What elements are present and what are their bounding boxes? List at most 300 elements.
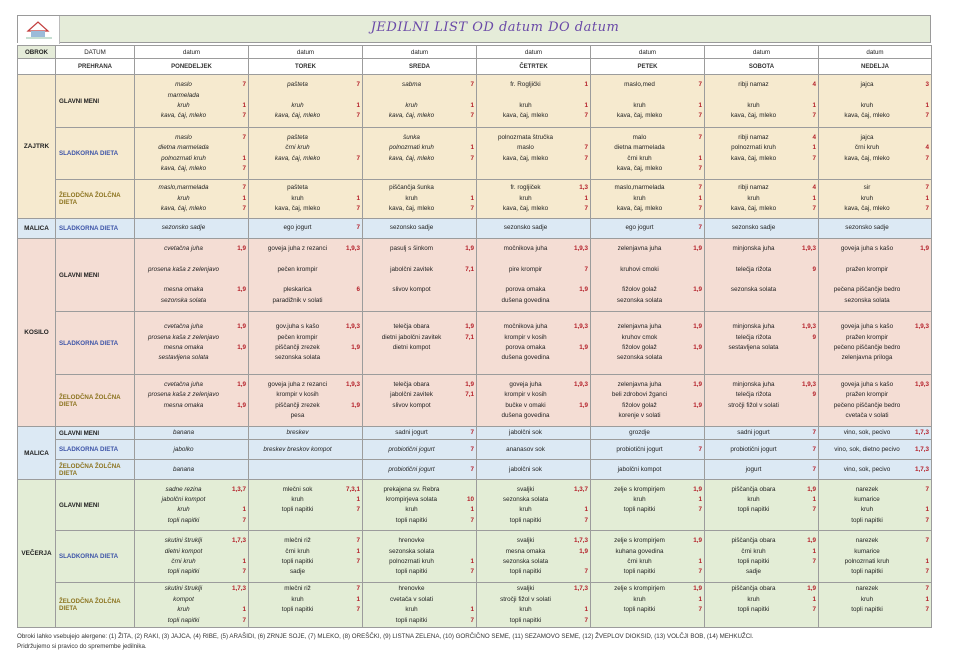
dish-line [821, 275, 929, 285]
dish-name: kava, čaj, mleko [616, 112, 663, 120]
dish-name: kava, čaj, mleko [274, 205, 321, 213]
dish-line [479, 557, 588, 567]
dish-cell [591, 375, 705, 427]
dish-line [593, 505, 702, 515]
diet-label: ŽELODČNA ŽOLČNA DIETA [56, 375, 135, 427]
dish-name: fr. rogljiček [510, 184, 541, 192]
dish-line [365, 296, 474, 306]
dish-line [137, 101, 246, 111]
dish-name: jajca [860, 133, 874, 141]
dish-name: pasulj s šinkom [389, 244, 434, 252]
dish-line [593, 254, 702, 264]
allergen-code: 1,9 [579, 401, 588, 409]
allergen-code: 7,1 [465, 391, 474, 399]
dish-cell [363, 480, 477, 531]
dish-cell [249, 375, 363, 427]
prehrana-header: PREHRANA [56, 59, 135, 75]
dish-line [365, 223, 474, 233]
allergen-code: 7,1 [465, 333, 474, 341]
dish-line [251, 411, 360, 421]
dish-cell [591, 219, 705, 239]
menu-row-vecerja-sd [18, 531, 932, 583]
dish-cell [135, 239, 249, 312]
allergen-code: 7 [698, 568, 702, 576]
dish-line [707, 111, 816, 121]
dish-name: dietni kompot [164, 547, 203, 555]
dish-line [365, 143, 474, 153]
dish-line [707, 333, 816, 343]
date-row [18, 46, 932, 59]
dish-name: probiotični jogurt [616, 445, 663, 453]
dish-line [251, 495, 360, 505]
allergen-code: 7 [925, 606, 929, 614]
dish-name: kava, čaj, mleko [502, 205, 549, 213]
dish-name: pražen krompir [846, 333, 888, 341]
dish-name: sezonska solata [502, 557, 549, 565]
dish-name: sezonsko sadje [161, 224, 206, 232]
diet-label: SLADKORNA DIETA [56, 128, 135, 180]
dish-name: sabma [402, 81, 421, 89]
allergen-code: 4 [925, 144, 929, 152]
dish-name: kava, čaj, mleko [388, 154, 435, 162]
allergen-code: 1,7,3 [573, 585, 588, 593]
dish-cell [135, 583, 249, 628]
dish-line [707, 505, 816, 515]
dish-name: topli napitki [851, 568, 883, 576]
menu-row-kosilo-sd [18, 312, 932, 375]
dish-cell [477, 180, 591, 219]
dish-name: polnozrnati kruh [161, 154, 206, 162]
dish-cell [819, 180, 932, 219]
allergen-code: 7 [470, 445, 474, 453]
dish-line [479, 80, 588, 90]
allergen-code: 1,9 [807, 585, 816, 593]
dish-name: grozdje [629, 429, 650, 436]
allergen-code: 7 [242, 616, 246, 624]
dish-cell [135, 128, 249, 180]
dish-name: pleskarica [283, 286, 312, 294]
dish-name: kruh [291, 496, 304, 503]
diet-label: SLADKORNA DIETA [56, 219, 135, 239]
dish-line [479, 194, 588, 204]
dish-name: jabolčni sok [509, 465, 542, 473]
dish-name: mlečni riž [284, 537, 311, 545]
allergen-code: 7 [698, 133, 702, 141]
dish-line [365, 547, 474, 557]
dish-name: kruh [519, 606, 532, 614]
dish-line [479, 516, 588, 526]
dish-cell [477, 312, 591, 375]
allergen-code: 1 [356, 102, 360, 109]
dish-cell [819, 219, 932, 239]
dish-line [821, 401, 929, 411]
allergen-code: 7 [925, 154, 929, 162]
dish-name: sezonska solata [502, 496, 549, 503]
dish-line [365, 584, 474, 594]
dish-name: hrenovke [398, 537, 425, 545]
dish-line [251, 333, 360, 343]
dish-line [479, 343, 588, 353]
dish-cell [705, 583, 819, 628]
date-cell: datum [705, 46, 819, 59]
dish-name: svaljki [516, 485, 535, 493]
dish-line [707, 390, 816, 400]
allergen-code: 1,9 [693, 485, 702, 493]
dish-name: črni kruh [854, 144, 880, 152]
dish-name: piščančja obara [731, 585, 776, 593]
dish-name: hrenovke [398, 585, 425, 593]
dish-line [365, 353, 474, 363]
allergen-code: 7 [470, 112, 474, 120]
dish-cell [363, 375, 477, 427]
menu-row-malica2-sd [18, 440, 932, 460]
dish-name: kruh [519, 102, 532, 109]
dish-name: krompirjeva solata [385, 496, 438, 503]
date-cell: datum [819, 46, 932, 59]
dish-name: stročji fižol v solati [728, 401, 779, 409]
dish-line [821, 353, 929, 363]
allergen-code: 7 [925, 537, 929, 545]
dish-name: svaljki [516, 585, 535, 593]
dish-name: goveja juha s kašo [840, 244, 894, 252]
dish-cell [363, 312, 477, 375]
dish-name: pražen krompir [846, 391, 888, 399]
dish-name: pašteta [287, 81, 308, 89]
dish-line [707, 164, 816, 174]
allergen-code: 1 [356, 194, 360, 202]
menu-table [17, 45, 932, 628]
allergen-code: 1,9 [693, 585, 702, 593]
dish-cell [705, 312, 819, 375]
dish-name: dietni kompot [392, 344, 431, 351]
dish-line [821, 244, 929, 254]
allergen-code: 7 [812, 506, 816, 514]
dish-cell [477, 531, 591, 583]
dish-line [821, 343, 929, 353]
dish-line [251, 80, 360, 90]
dish-line [707, 194, 816, 204]
dish-line [365, 91, 474, 101]
dish-line [479, 505, 588, 515]
dish-line [593, 101, 702, 111]
dish-line [479, 296, 588, 306]
dish-name: topli napitki [281, 506, 314, 514]
allergen-code: 1 [925, 506, 929, 514]
dish-name: kruh [405, 102, 418, 109]
allergen-code: 1,7,3 [914, 465, 929, 473]
dish-name: kava, čaj, mleko [274, 112, 321, 120]
dish-name: porova omaka [505, 344, 546, 351]
allergen-code: 1 [242, 194, 246, 202]
dish-name: telečja rižota [735, 333, 772, 341]
day-cell: PETEK [591, 59, 705, 75]
dish-line [137, 285, 246, 295]
menu-row-malica2-zd [18, 460, 932, 480]
dish-name: telečja rižota [735, 391, 772, 399]
allergen-code: 1 [242, 606, 246, 614]
dish-name: topli napitki [509, 568, 542, 576]
dish-name: topli napitki [509, 516, 542, 524]
dish-line [479, 183, 588, 193]
dish-line [137, 605, 246, 615]
dish-line [707, 465, 816, 475]
dish-line [707, 343, 816, 353]
dish-name: kruh [633, 194, 646, 202]
dish-cell [705, 239, 819, 312]
dish-cell [363, 239, 477, 312]
dish-name: topli napitki [851, 516, 883, 524]
dish-line [593, 428, 702, 438]
dish-name: goveja juha s kašo [840, 380, 894, 388]
dish-line [707, 485, 816, 495]
dish-line [821, 595, 929, 605]
dish-line [821, 428, 929, 438]
dish-line [479, 204, 588, 214]
dish-line [593, 516, 702, 526]
dish-line [251, 557, 360, 567]
dish-name: breskev breskov kompot [263, 445, 332, 453]
dish-line [365, 557, 474, 567]
dish-name: cvetačna juha [164, 323, 203, 331]
dish-cell [135, 427, 249, 440]
allergen-code: 7 [470, 568, 474, 576]
dish-name: sadne rezina [165, 485, 202, 493]
allergen-code: 7 [356, 606, 360, 614]
dish-cell [249, 531, 363, 583]
allergen-code: 7 [925, 585, 929, 593]
dish-line [251, 595, 360, 605]
dish-name: kava, čaj, mleko [160, 112, 207, 120]
dish-name: dušena govedina [501, 296, 550, 304]
allergen-code: 7 [698, 184, 702, 192]
dish-line [137, 428, 246, 438]
dish-name: kruh [177, 102, 190, 109]
allergen-code: 7 [242, 184, 246, 192]
day-cell: SREDA [363, 59, 477, 75]
dish-line [821, 616, 929, 626]
dish-line [593, 380, 702, 390]
dish-name: kuhana govedina [615, 547, 664, 555]
dish-cell [477, 128, 591, 180]
dish-line [707, 616, 816, 626]
dish-cell [249, 427, 363, 440]
dish-line [365, 333, 474, 343]
dish-name: jabolčni zavitek [390, 391, 433, 399]
dish-line [251, 428, 360, 438]
allergen-code: 7 [356, 585, 360, 593]
dish-line [365, 265, 474, 275]
dish-line [821, 265, 929, 275]
dish-name: kruh [860, 506, 874, 514]
allergen-code: 7 [698, 224, 702, 232]
dish-cell [591, 460, 705, 480]
dish-line [251, 111, 360, 121]
dish-cell [819, 75, 932, 128]
dish-line [365, 133, 474, 143]
dish-line [137, 254, 246, 264]
allergen-code: 1,9 [693, 244, 702, 252]
dish-line [251, 143, 360, 153]
dish-name: gov.juha s kašo [275, 323, 320, 331]
allergen-code: 1 [698, 496, 702, 503]
dish-name: kruh [633, 496, 646, 503]
dish-name: pražen krompir [846, 265, 888, 273]
dish-name: jabolčni sok [509, 429, 542, 436]
dish-cell [819, 460, 932, 480]
dish-name: pečen krompir [277, 265, 318, 273]
dish-name: sestavljena solata [728, 344, 779, 351]
dish-line [821, 154, 929, 164]
dish-line [593, 80, 702, 90]
dish-cell [819, 531, 932, 583]
dish-name: cvetača v solati [845, 411, 889, 419]
allergen-code: 1,9 [693, 537, 702, 545]
dish-line [137, 80, 246, 90]
dish-line [707, 411, 816, 421]
dish-line [821, 485, 929, 495]
dish-line [365, 536, 474, 546]
dish-line [821, 254, 929, 264]
dish-name: kava, čaj, mleko [160, 205, 207, 213]
allergen-code: 7 [584, 144, 588, 152]
allergen-code: 4 [812, 184, 816, 192]
allergen-code: 1,9 [693, 286, 702, 294]
dish-line [251, 194, 360, 204]
allergen-code: 1,9 [237, 244, 246, 252]
dish-line [137, 194, 246, 204]
allergen-code: 7 [356, 506, 360, 514]
dish-name: sadje [289, 568, 306, 576]
date-cell: datum [249, 46, 363, 59]
dish-name: piščančja obara [731, 485, 776, 493]
dish-line [821, 495, 929, 505]
allergen-code: 7 [812, 465, 816, 473]
dish-cell [363, 440, 477, 460]
dish-line [137, 244, 246, 254]
allergen-code: 1 [470, 102, 474, 109]
dish-line [821, 80, 929, 90]
dish-line [251, 445, 360, 455]
allergen-code: 1 [812, 102, 816, 109]
footer [17, 632, 754, 652]
allergen-code: 1 [812, 496, 816, 503]
meal-label: MALICA [18, 427, 56, 480]
allergen-code: 1 [470, 606, 474, 614]
dish-name: kumarice [854, 496, 880, 503]
allergen-code: 7 [470, 616, 474, 624]
dish-name: polnozrnati kruh [389, 557, 434, 565]
dish-line [137, 265, 246, 275]
dish-line [137, 223, 246, 233]
dish-cell [363, 75, 477, 128]
allergen-code: 1 [812, 595, 816, 603]
allergen-code: 4 [812, 81, 816, 89]
dish-name: zelje s krompirjem [614, 537, 665, 545]
allergen-code: 7 [812, 606, 816, 614]
dish-cell [477, 427, 591, 440]
dish-line [365, 254, 474, 264]
dish-name: porova omaka [505, 286, 546, 294]
dish-name: slivov kompot [392, 401, 431, 409]
dish-line [251, 390, 360, 400]
diet-label: GLAVNI MENI [56, 75, 135, 128]
allergen-code: 1 [698, 154, 702, 162]
allergen-code: 1 [584, 606, 588, 614]
allergen-code: 7,3,1 [345, 485, 360, 493]
dish-cell [477, 460, 591, 480]
allergen-code: 1,9,3 [801, 244, 816, 252]
dish-line [251, 605, 360, 615]
dish-name: paradižnik v solati [272, 296, 323, 304]
dish-name: močnikova juha [503, 323, 548, 331]
dish-name: polnozrnati kruh [731, 144, 776, 152]
allergen-code: 7 [470, 516, 474, 524]
diet-label: GLAVNI MENI [56, 239, 135, 312]
dish-line [593, 133, 702, 143]
dish-line [365, 204, 474, 214]
dish-line [821, 547, 929, 557]
dish-line [821, 380, 929, 390]
dish-line [251, 101, 360, 111]
dish-name: goveja juha z rezanci [267, 244, 328, 252]
dish-name: sezonska solata [274, 354, 321, 362]
menu-row-zajtrk-gm [18, 75, 932, 128]
dish-line [821, 194, 929, 204]
dish-name: sezonska solata [160, 296, 207, 304]
dish-name: kruh [860, 595, 874, 603]
allergen-code: 7 [242, 164, 246, 172]
allergen-code: 1,7,3 [914, 445, 929, 453]
allergen-code: 1,9 [237, 401, 246, 409]
dish-name: kruh [747, 194, 760, 202]
dish-line [821, 322, 929, 332]
dish-cell [477, 375, 591, 427]
dish-name: jogurt [745, 465, 762, 473]
date-cell: datum [135, 46, 249, 59]
dish-name: mesna omaka [163, 344, 204, 351]
allergen-code: 7 [356, 112, 360, 120]
dish-line [479, 536, 588, 546]
dish-name: goveja juha [509, 380, 542, 388]
allergen-code: 1,9,3 [345, 323, 360, 331]
dish-name: beli zdrobovi žganci [611, 391, 668, 399]
dish-line [821, 101, 929, 111]
dish-line [707, 353, 816, 363]
dish-cell [135, 460, 249, 480]
dish-cell [819, 375, 932, 427]
dish-line [593, 495, 702, 505]
allergen-code: 1 [356, 496, 360, 503]
dish-line [593, 567, 702, 577]
dish-name: narezek [855, 585, 879, 593]
dish-line [593, 536, 702, 546]
dish-line [707, 101, 816, 111]
dish-name: ego jogurt [283, 224, 312, 232]
allergen-code: 7 [356, 81, 360, 89]
dish-name: minjonska juha [732, 244, 775, 252]
allergen-code: 1,7,3 [573, 537, 588, 545]
day-cell: NEDELJA [819, 59, 932, 75]
dish-line [251, 380, 360, 390]
dish-name: jabolčni zavitek [390, 265, 433, 273]
dish-name: kava, čaj, mleko [730, 112, 777, 120]
dish-line [251, 204, 360, 214]
dish-line [479, 111, 588, 121]
dish-name: zelenjavna juha [617, 244, 662, 252]
dish-line [593, 322, 702, 332]
dish-cell [249, 312, 363, 375]
dish-line [137, 183, 246, 193]
